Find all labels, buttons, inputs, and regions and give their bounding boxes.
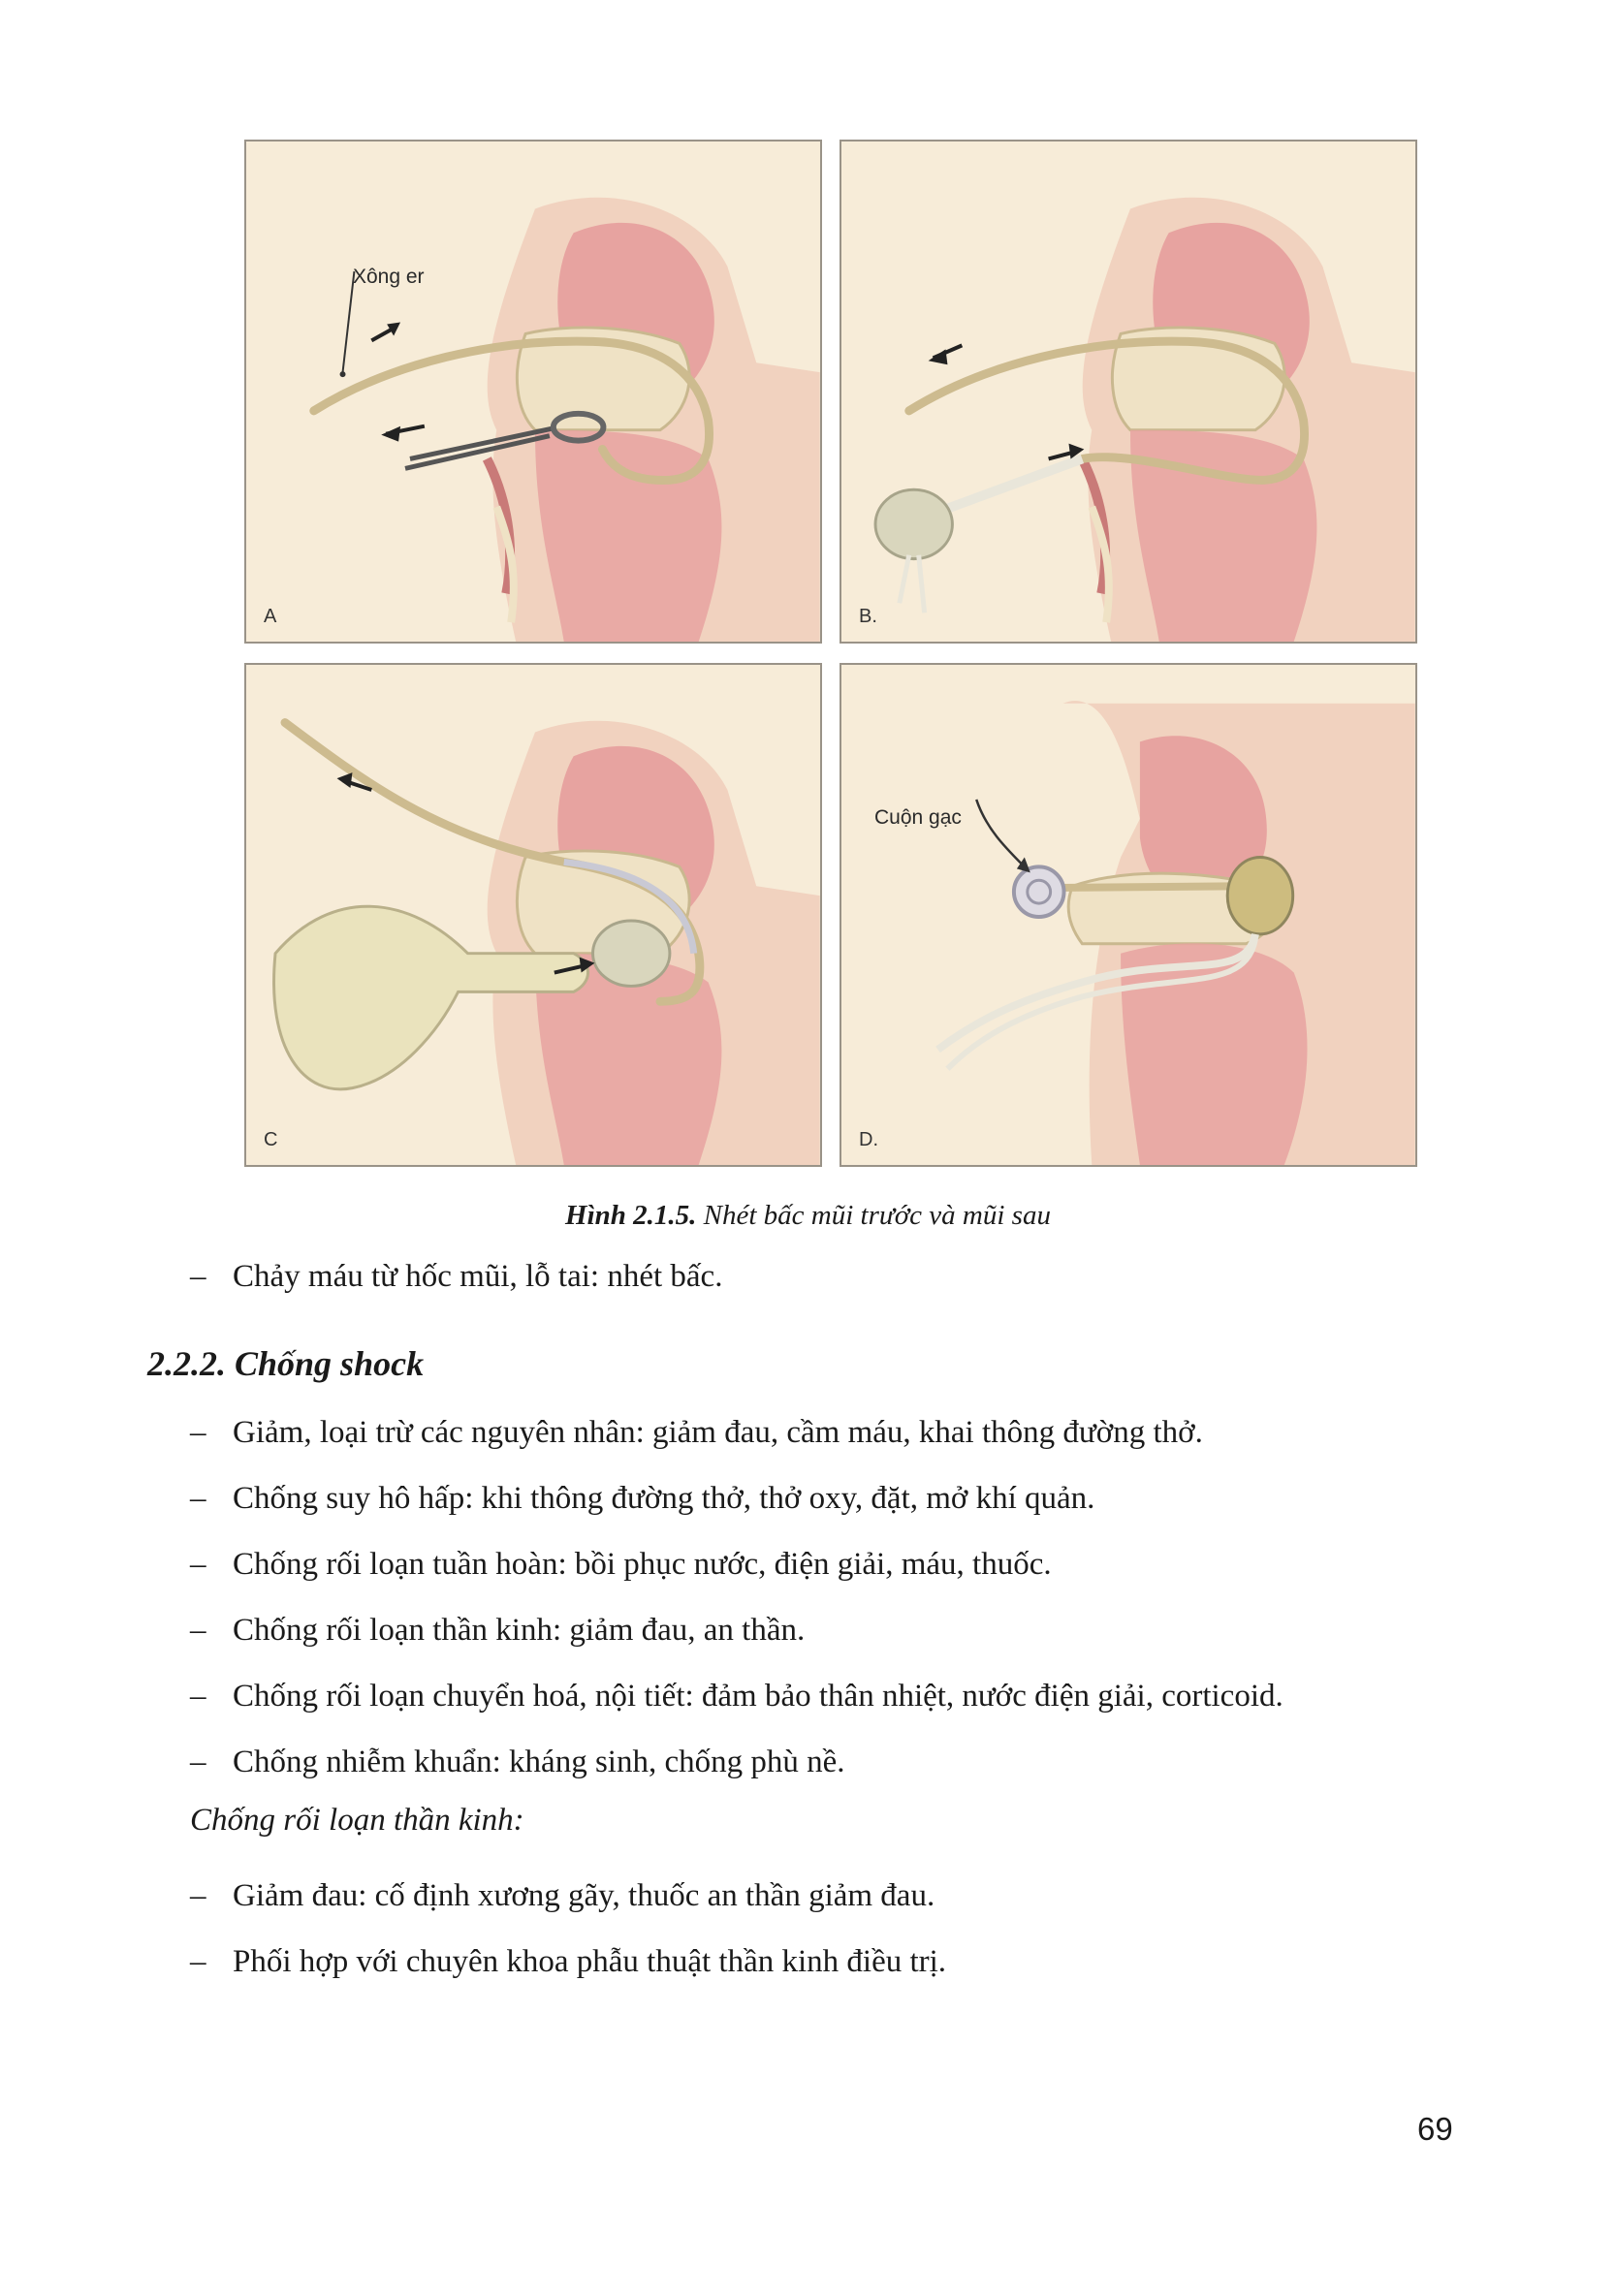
panel-d-callout: Cuộn gạc [874,806,962,829]
panel-a-callout: Xông er [353,266,425,288]
figure-caption [0,1200,1616,1232]
figure-panel-d [840,663,1417,1167]
list-item-text: Chống rối loạn chuyển hoá, nội tiết: đảm bảo thân nhiệt, nước điện giải, corticoid. [233,1679,1283,1714]
panel-d-letter: D. [859,1129,878,1150]
bullet-dash: – [190,1415,206,1450]
panel-b-illustration [841,142,1415,642]
panel-c-illustration [246,665,820,1165]
list-item [190,1677,1283,1715]
bullet-dash: – [190,1481,206,1516]
list-item-text: Chống rối loạn tuần hoàn: bồi phục nước, điện giải, máu, thuốc. [233,1547,1052,1582]
list-item-text: Chảy máu từ hốc mũi, lỗ tai: nhét bấc. [233,1259,723,1294]
figure-panel-b [840,140,1417,644]
list-item [190,1942,946,1981]
figure-nasal-packing [244,140,1417,1175]
list-item [190,1257,722,1296]
section-heading: 2.2.2. Chống shock [147,1344,425,1383]
panel-b-letter: B. [859,606,877,627]
bullet-dash: – [190,1944,206,1979]
panel-d-illustration [841,665,1415,1165]
list-item-text: Chống rối loạn thần kinh: giảm đau, an thần. [233,1613,806,1648]
bullet-dash: – [190,1878,206,1913]
list-item [190,1545,1052,1584]
list-item-text: Giảm đau: cố định xương gãy, thuốc an thần giảm đau. [233,1878,935,1913]
list-item-text: Chống nhiễm khuẩn: kháng sinh, chống phù nề. [233,1745,845,1779]
figure-panel-a [244,140,822,644]
panel-c-letter: C [264,1129,278,1150]
panel-a-illustration [246,142,820,642]
figure-panel-c [244,663,822,1167]
list-item [190,1611,805,1650]
list-item [190,1743,845,1781]
figure-caption-label: Hình 2.1.5. [565,1200,697,1231]
panel-a-letter: A [264,606,277,627]
bullet-dash: – [190,1745,206,1779]
page-number: 69 [1417,2111,1453,2147]
bullet-dash: – [190,1259,206,1294]
list-item [190,1876,935,1915]
bullet-dash: – [190,1679,206,1714]
list-item-text: Giảm, loại trừ các nguyên nhân: giảm đau, cầm máu, khai thông đường thở. [233,1415,1203,1450]
list-item-text: Chống suy hô hấp: khi thông đường thở, thở oxy, đặt, mở khí quản. [233,1481,1095,1516]
list-item [190,1479,1094,1518]
bullet-dash: – [190,1613,206,1648]
list-item [190,1413,1203,1452]
figure-caption-text: Nhét bấc mũi trước và mũi sau [696,1200,1051,1231]
subheading: Chống rối loạn thần kinh: [190,1803,524,1838]
list-item-text: Phối hợp với chuyên khoa phẫu thuật thần kinh điều trị. [233,1944,947,1979]
bullet-dash: – [190,1547,206,1582]
